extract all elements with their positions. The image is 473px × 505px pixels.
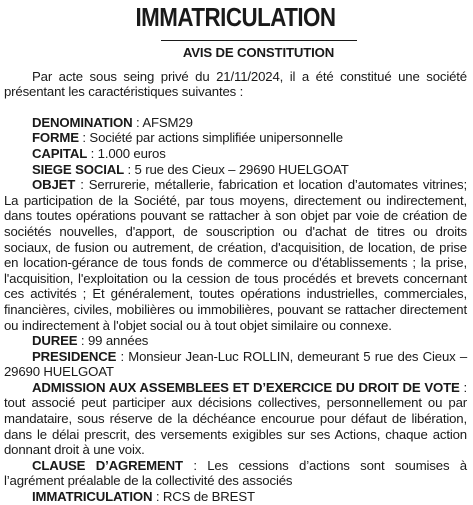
field-siege-social [4, 162, 467, 178]
field-value: RCS de BREST [162, 489, 255, 505]
field-separator: : [459, 379, 467, 395]
field-separator: : [124, 161, 135, 177]
subtitle-wrap [4, 40, 467, 61]
field-value: Les cessions d’actions sont soumises à l’agrément préalable de la collectivité des associés [4, 457, 467, 489]
notice-title: IMMATRICULATION [135, 2, 336, 32]
field-separator: : [132, 114, 143, 130]
field-immatriculation [4, 489, 467, 505]
field-value: Serrurerie, métallerie, fabrication et location d’automates vitrines; La participation de la Société, par tous moyens, directement ou indirectement, dans toutes opérations pouvant se rattacher à son objet par voie de création de sociétés nouvelles, d'apport, de souscription ou d'achat de titres ou droits sociaux, de fusion ou autrement, de création, d'acquisition, de location, de prise en location-gérance de tous fonds de commerce ou d'établissements ; la prise, l'acquisition, l'exploitation ou la cession de tous procédés et brevets concernant ces activités ; Et généralement, toutes opérations industrielles, commerciales, financières, civiles, mobilières ou immobilières, pouvant se rattacher directement ou indirectement à l'objet social ou à tout objet similaire ou connexe. [4, 177, 467, 333]
intro-paragraph: Par acte sous seing privé du 21/11/2024, il a été constitué une société présentant les caractéristiques suivantes : [4, 68, 467, 100]
field-value: AFSM29 [142, 114, 193, 130]
field-admission-assemblees [4, 380, 467, 458]
notice-subtitle: AVIS DE CONSTITUTION [161, 40, 357, 60]
field-value: Monsieur Jean-Luc ROLLIN, demeurant 5 rue des Cieux – 29690 HUELGOAT [4, 348, 468, 380]
field-clause-agrement [4, 458, 467, 489]
field-label: IMMATRICULATION [32, 489, 153, 505]
field-presidence [4, 349, 467, 380]
field-separator: : [78, 130, 90, 146]
field-denomination [4, 115, 467, 131]
field-value: 1.000 euros [97, 145, 166, 161]
field-value: 5 rue des Cieux – 29690 HUELGOAT [134, 161, 349, 177]
field-separator: : [152, 489, 163, 505]
field-value: Société par actions simplifiée unipersonnelle [89, 130, 343, 146]
field-separator: : [116, 348, 129, 364]
field-label: CLAUSE D’AGREMENT [32, 457, 183, 473]
field-value: tout associé peut participer aux décisions collectives, personnellement ou par mandataire, sous réserve de la déchéance encourue pour défaut de libération, dans le délai prescrit, des versements exigibles sur ses Actions, chaque action donnant droit à une voix. [4, 395, 467, 458]
field-separator: : [87, 145, 98, 161]
field-objet [4, 177, 467, 333]
field-duree [4, 333, 467, 349]
field-label: ADMISSION AUX ASSEMBLEES ET D’EXERCICE DU DROIT DE VOTE [32, 379, 460, 395]
field-label: OBJET [32, 177, 76, 193]
field-value: 99 années [87, 333, 149, 349]
field-label: DENOMINATION [32, 114, 133, 130]
field-label: CAPITAL [32, 145, 88, 161]
field-capital [4, 146, 467, 162]
field-label: PRESIDENCE [32, 348, 117, 364]
field-label: SIEGE SOCIAL [32, 161, 124, 177]
field-separator: : [182, 457, 208, 473]
spacer [4, 100, 467, 115]
field-label: FORME [32, 130, 79, 146]
field-separator: : [77, 333, 88, 349]
field-forme [4, 130, 467, 146]
field-label: DUREE [32, 333, 78, 349]
field-separator: : [75, 177, 89, 193]
